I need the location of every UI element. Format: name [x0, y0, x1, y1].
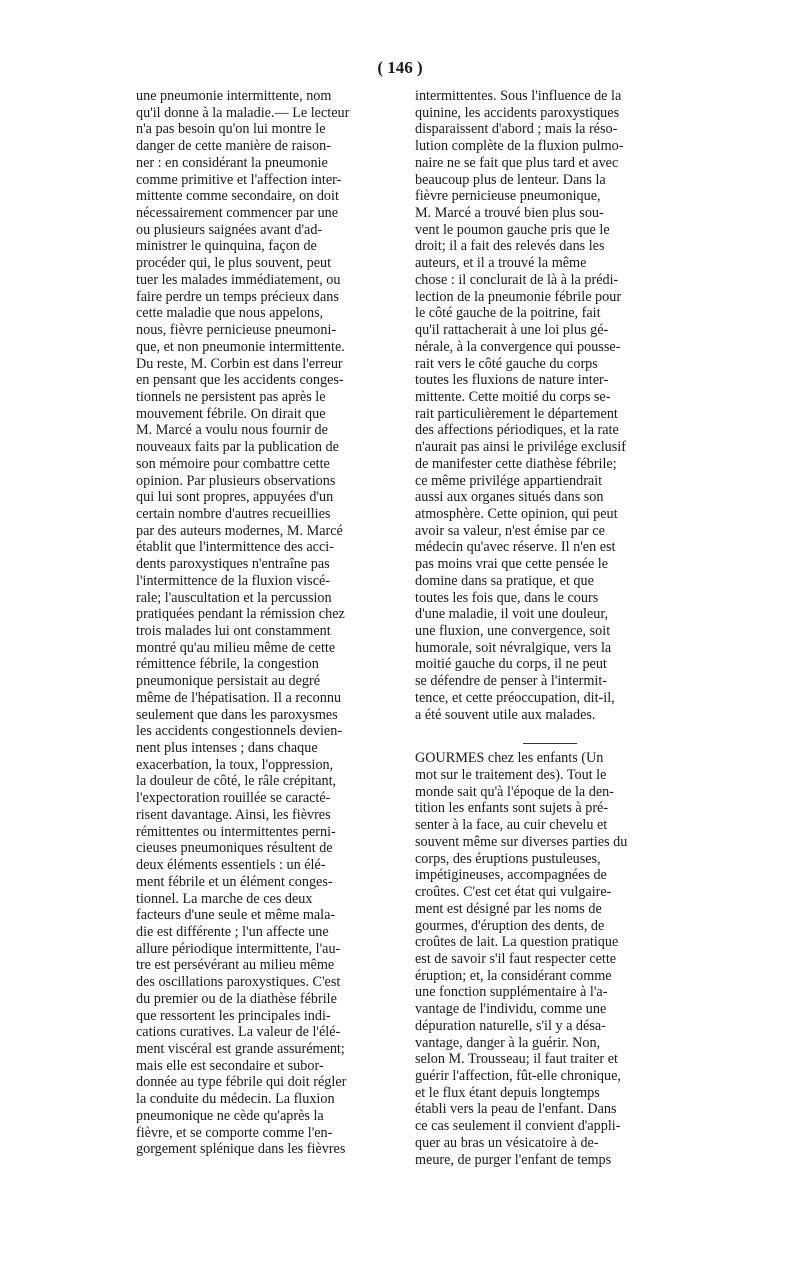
text-line: gorgement splénique dans les fièvres	[136, 1141, 346, 1158]
text-line: danger de cette manière de raison-	[136, 138, 331, 155]
text-line: cieuses pneumoniques résultent de	[136, 840, 333, 857]
text-line: ment est désigné par les noms de	[415, 900, 602, 917]
text-line: corps, des éruptions pustuleuses,	[415, 850, 601, 867]
text-line: faire perdre un temps précieux dans	[136, 288, 339, 305]
text-line: quinine, les accidents paroxystiques	[415, 104, 620, 121]
section-divider	[523, 743, 577, 744]
text-line: par des auteurs modernes, M. Marcé	[136, 522, 343, 539]
text-line: qui lui sont propres, appuyées d'un	[136, 489, 334, 506]
text-line: nécessairement commencer par une	[136, 205, 339, 222]
text-line: chose : il conclurait de là à la prédi-	[415, 271, 619, 288]
text-line: dents paroxystiques n'entraîne pas	[136, 556, 330, 573]
text-line: nouveaux faits par la publication de	[136, 439, 339, 456]
text-line: donnée au type fébrile qui doit régler	[136, 1074, 347, 1091]
text-line: pneumonique ne cède qu'après la	[136, 1107, 324, 1124]
text-line: établit que l'intermittence des acci-	[136, 539, 334, 556]
text-line: GOURMES chez les enfants (Un	[415, 750, 604, 767]
text-line: Du reste, M. Corbin est dans l'erreur	[136, 355, 343, 372]
text-line: auteurs, et il a trouvé la même	[415, 255, 587, 272]
text-line: des affections périodiques, et la rate	[415, 422, 619, 439]
left-column	[136, 88, 388, 1158]
text-line: nent plus intenses ; dans chaque	[136, 740, 318, 757]
text-line: ner : en considérant la pneumonie	[136, 154, 328, 171]
text-line: exacerbation, la toux, l'oppression,	[136, 756, 334, 773]
text-line: la douleur de côté, le râle crépitant,	[136, 773, 337, 790]
text-line: du premier ou de la diathèse fébrile	[136, 990, 337, 1007]
text-line: vent le poumon gauche pris que le	[415, 221, 610, 238]
text-line: son mémoire pour combattre cette	[136, 455, 330, 472]
text-line: ce même privilége appartiendrait	[415, 472, 603, 489]
text-line: domine dans sa pratique, et que	[415, 572, 594, 589]
text-line: senter à la face, au cuir chevelu et	[415, 817, 608, 834]
text-line: deux éléments essentiels : un élé-	[136, 857, 326, 874]
text-line: certain nombre d'autres recueillies	[136, 505, 331, 522]
text-line: fièvre, et se comporte comme l'en-	[136, 1124, 333, 1141]
text-line: des oscillations paroxystiques. C'est	[136, 974, 341, 991]
text-line: que ressortent les principales indi-	[136, 1007, 331, 1024]
text-line: tition les enfants sont sujets à pré-	[415, 800, 609, 817]
text-line: les accidents congestionnels devien-	[136, 723, 343, 740]
text-line: atmosphère. Cette opinion, qui peut	[415, 505, 618, 522]
text-line: nous, fièvre pernicieuse pneumoni-	[136, 322, 337, 339]
text-line: allure périodique intermittente, l'au-	[136, 940, 341, 957]
text-line: que, et non pneumonie intermittente.	[136, 338, 345, 355]
page-number: ( 146 )	[377, 58, 423, 77]
text-line: comme primitive et l'affection inter-	[136, 171, 342, 188]
text-line: pneumonique persistait au degré	[136, 673, 320, 690]
text-line: procéder qui, le plus souvent, peut	[136, 255, 332, 272]
text-line: la conduite du médecin. La fluxion	[136, 1091, 335, 1108]
text-line: lution complète de la fluxion pulmo-	[415, 138, 624, 155]
text-line: fièvre pernicieuse pneumonique,	[415, 188, 601, 205]
text-line: pratiquées pendant la rémission chez	[136, 606, 345, 623]
text-line: est de savoir s'il faut respecter cette	[415, 950, 617, 967]
text-line: ou plusieurs saignées avant d'ad-	[136, 221, 323, 238]
text-line: ment fébrile et un élément conges-	[136, 873, 333, 890]
text-line: cations curatives. La valeur de l'élé-	[136, 1024, 341, 1041]
text-line: meure, de purger l'enfant de temps	[415, 1151, 612, 1168]
text-line: croûtes. C'est cet état qui vulgaire-	[415, 884, 612, 901]
text-line: opinion. Par plusieurs observations	[136, 472, 336, 489]
text-line: l'intermittence de la fluxion viscé-	[136, 572, 331, 589]
text-line: a été souvent utile aux malades.	[415, 706, 596, 723]
text-line: disparaissent d'abord ; mais la réso-	[415, 121, 618, 138]
text-line: de manifester cette diathèse fébrile;	[415, 455, 617, 472]
text-line: risent davantage. Ainsi, les fièvres	[136, 806, 331, 823]
text-line: se défendre de penser à l'intermit-	[415, 673, 608, 690]
text-line: qu'il donne à la maladie.— Le lecteur	[136, 104, 350, 121]
text-line: d'une maladie, il voit une douleur,	[415, 606, 609, 623]
text-line: guérir l'affection, fût-elle chronique,	[415, 1067, 621, 1084]
section-gap	[415, 723, 675, 739]
text-line: vantage, danger à la guérir. Non,	[415, 1034, 601, 1051]
text-line: tuer les malades immédiatement, ou	[136, 271, 341, 288]
text-line: mais elle est secondaire et subor-	[136, 1057, 324, 1074]
text-line: moitié gauche du corps, il ne peut	[415, 656, 607, 673]
text-line: ce cas seulement il convient d'appli-	[415, 1118, 621, 1135]
text-line: toutes les fluxions de nature inter-	[415, 372, 609, 389]
text-line: établi vers la peau de l'enfant. Dans	[415, 1101, 617, 1118]
text-line: lection de la pneumonie fébrile pour	[415, 288, 622, 305]
text-line: mittente comme secondaire, on doit	[136, 188, 339, 205]
text-line: M. Marcé a voulu nous fournir de	[136, 422, 328, 439]
text-line: naire ne se fait que plus tard et avec	[415, 154, 619, 171]
text-line: dépuration naturelle, s'il y a désa-	[415, 1017, 606, 1034]
text-line: nérale, à la convergence qui pousse-	[415, 338, 621, 355]
text-line: mot sur le traitement des). Tout le	[415, 767, 607, 784]
text-line: montré qu'au milieu même de cette	[136, 639, 336, 656]
text-line: croûtes de lait. La question pratique	[415, 934, 619, 951]
text-line: n'aurait pas ainsi le privilége exclusif	[415, 439, 626, 456]
text-line: en pensant que les accidents conges-	[136, 372, 344, 389]
text-line: rale; l'auscultation et la percussion	[136, 589, 332, 606]
text-line: ministrer le quinquina, façon de	[136, 238, 317, 255]
text-line: qu'il rattacherait à une loi plus gé-	[415, 322, 609, 339]
text-line: gourmes, d'éruption des dents, de	[415, 917, 605, 934]
text-line: droit; il a fait des relevés dans les	[415, 238, 605, 255]
text-line: médecin qu'avec réserve. Il n'en est	[415, 539, 616, 556]
text-line: seulement que dans les paroxysmes	[136, 706, 338, 723]
text-line: humorale, soit névralgique, vers la	[415, 639, 612, 656]
text-line: tionnel. La marche de ces deux	[136, 890, 313, 907]
text-line: rait particulièrement le département	[415, 405, 618, 422]
right-column	[415, 88, 675, 1168]
text-line: mittente. Cette moitié du corps se-	[415, 388, 611, 405]
text-line: n'a pas besoin qu'on lui montre le	[136, 121, 326, 138]
gourmes-article	[415, 750, 675, 1168]
text-line: toutes les fois que, dans le cours	[415, 589, 599, 606]
text-line: vantage de l'individu, comme une	[415, 1001, 607, 1018]
text-line: même de l'hépatisation. Il a reconnu	[136, 689, 342, 706]
text-line: une pneumonie intermittente, nom	[136, 88, 332, 104]
text-line: intermittentes. Sous l'influence de la	[415, 88, 622, 104]
text-line: beaucoup plus de lenteur. Dans la	[415, 171, 606, 188]
text-line: et le flux étant depuis longtemps	[415, 1084, 600, 1101]
text-line: selon M. Trousseau; il faut traiter et	[415, 1051, 618, 1068]
text-line: quer au bras un vésicatoire à de-	[415, 1134, 599, 1151]
text-line: éruption; et, la considérant comme	[415, 967, 612, 984]
text-line: tre est persévérant au milieu même	[136, 957, 335, 974]
text-line: cette maladie que nous appelons,	[136, 305, 324, 322]
text-line: facteurs d'une seule et même mala-	[136, 907, 336, 924]
text-line: ment viscéral est grande assurément;	[136, 1040, 345, 1057]
text-line: souvent même sur diverses parties du	[415, 833, 628, 850]
text-line: aussi aux organes situés dans son	[415, 489, 604, 506]
text-line: avoir sa valeur, n'est émise par ce	[415, 522, 605, 539]
text-line: rémittence fébrile, la congestion	[136, 656, 319, 673]
text-line: trois malades lui ont constamment	[136, 623, 331, 639]
text-line: die est différente ; l'un affecte une	[136, 923, 329, 940]
text-line: pas moins vrai que cette pensée le	[415, 556, 609, 573]
text-line: rait vers le côté gauche du corps	[415, 355, 598, 372]
text-line: une fluxion, une convergence, soit	[415, 623, 611, 639]
text-line: impétigineuses, accompagnées de	[415, 867, 607, 884]
text-line: monde sait qu'à l'époque de la den-	[415, 783, 614, 800]
text-line: le côté gauche de la poitrine, fait	[415, 305, 601, 322]
text-line: tence, et cette préoccupation, dit-il,	[415, 689, 615, 706]
text-line: l'expectoration rouillée se caracté-	[136, 790, 331, 807]
text-line: tionnels ne persistent pas après le	[136, 388, 326, 405]
text-line: rémittentes ou intermittentes perni-	[136, 823, 336, 840]
text-line: mouvement fébrile. On dirait que	[136, 405, 326, 422]
right-column-part-a	[415, 88, 675, 723]
text-line: M. Marcé a trouvé bien plus sou-	[415, 205, 604, 222]
text-line: une fonction supplémentaire à l'a-	[415, 984, 608, 1001]
